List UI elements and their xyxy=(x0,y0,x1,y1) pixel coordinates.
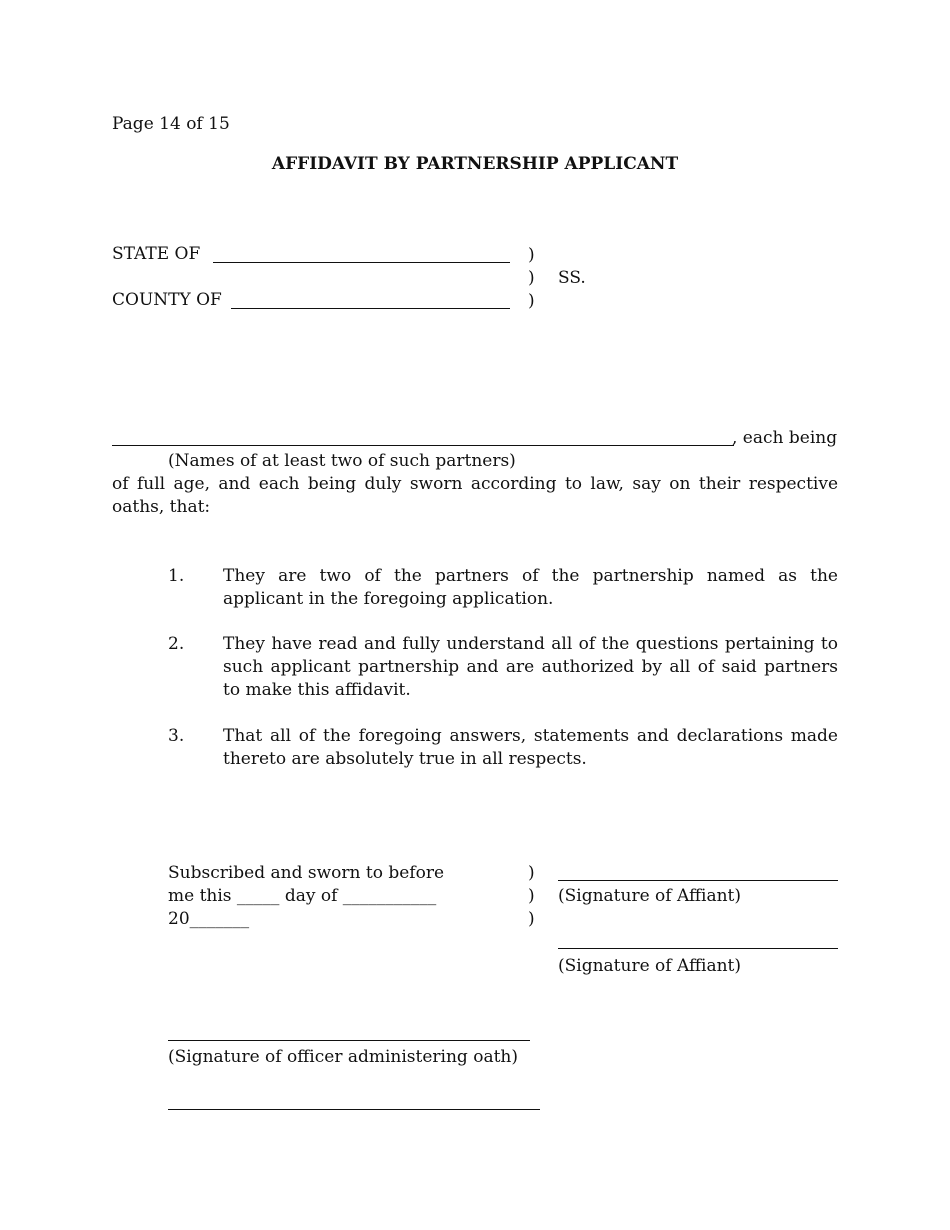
page-title: AFFIDAVIT BY PARTNERSHIP APPLICANT xyxy=(271,154,679,174)
venue-paren-2: ) xyxy=(528,268,535,288)
officer-signature-line[interactable] xyxy=(168,1040,530,1041)
oath-intro: of full age, and each being duly sworn according to law, say on their respective oaths, that: xyxy=(112,474,838,517)
partner-names-field[interactable] xyxy=(112,445,734,446)
venue-paren-3: ) xyxy=(528,291,535,311)
partner-names-caption: (Names of at least two of such partners) xyxy=(168,451,516,471)
officer-signature-label: (Signature of officer administering oath) xyxy=(168,1047,519,1067)
county-field[interactable] xyxy=(231,308,510,309)
statement-text: They are two of the partners of the partnership named as the applicant in the foregoing application. xyxy=(223,566,838,609)
statement-number: 2. xyxy=(168,634,185,654)
county-label: COUNTY OF xyxy=(112,290,222,310)
statement-number: 3. xyxy=(168,726,185,746)
page-number: Page 14 of 15 xyxy=(112,114,230,134)
jurat-paren-3: ) xyxy=(528,909,535,929)
jurat-line-1: Subscribed and sworn to before xyxy=(168,863,445,883)
jurat-line-3: 20_______ xyxy=(168,909,250,929)
statement-number: 1. xyxy=(168,566,185,586)
statement-text: They have read and fully understand all of the questions pertaining to such applicant partnership and are authorized by all of said partners to make this affidavit. xyxy=(223,634,838,700)
jurat-line-2: me this _____ day of ___________ xyxy=(168,886,437,906)
officer-title-line[interactable] xyxy=(168,1109,540,1110)
jurat-paren-1: ) xyxy=(528,863,535,883)
each-being-text: , each being xyxy=(732,428,838,448)
jurat-paren-2: ) xyxy=(528,886,535,906)
affiant-signature-label-1: (Signature of Affiant) xyxy=(558,886,742,906)
affiant-signature-line-2[interactable] xyxy=(558,948,838,949)
affiant-signature-line-1[interactable] xyxy=(558,880,838,881)
ss-label: SS. xyxy=(558,268,586,288)
venue-paren-1: ) xyxy=(528,245,535,265)
state-label: STATE OF xyxy=(112,244,201,264)
state-field[interactable] xyxy=(213,262,510,263)
affiant-signature-label-2: (Signature of Affiant) xyxy=(558,956,742,976)
statement-text: That all of the foregoing answers, statements and declarations made thereto are absolutely true in all respects. xyxy=(223,726,838,769)
